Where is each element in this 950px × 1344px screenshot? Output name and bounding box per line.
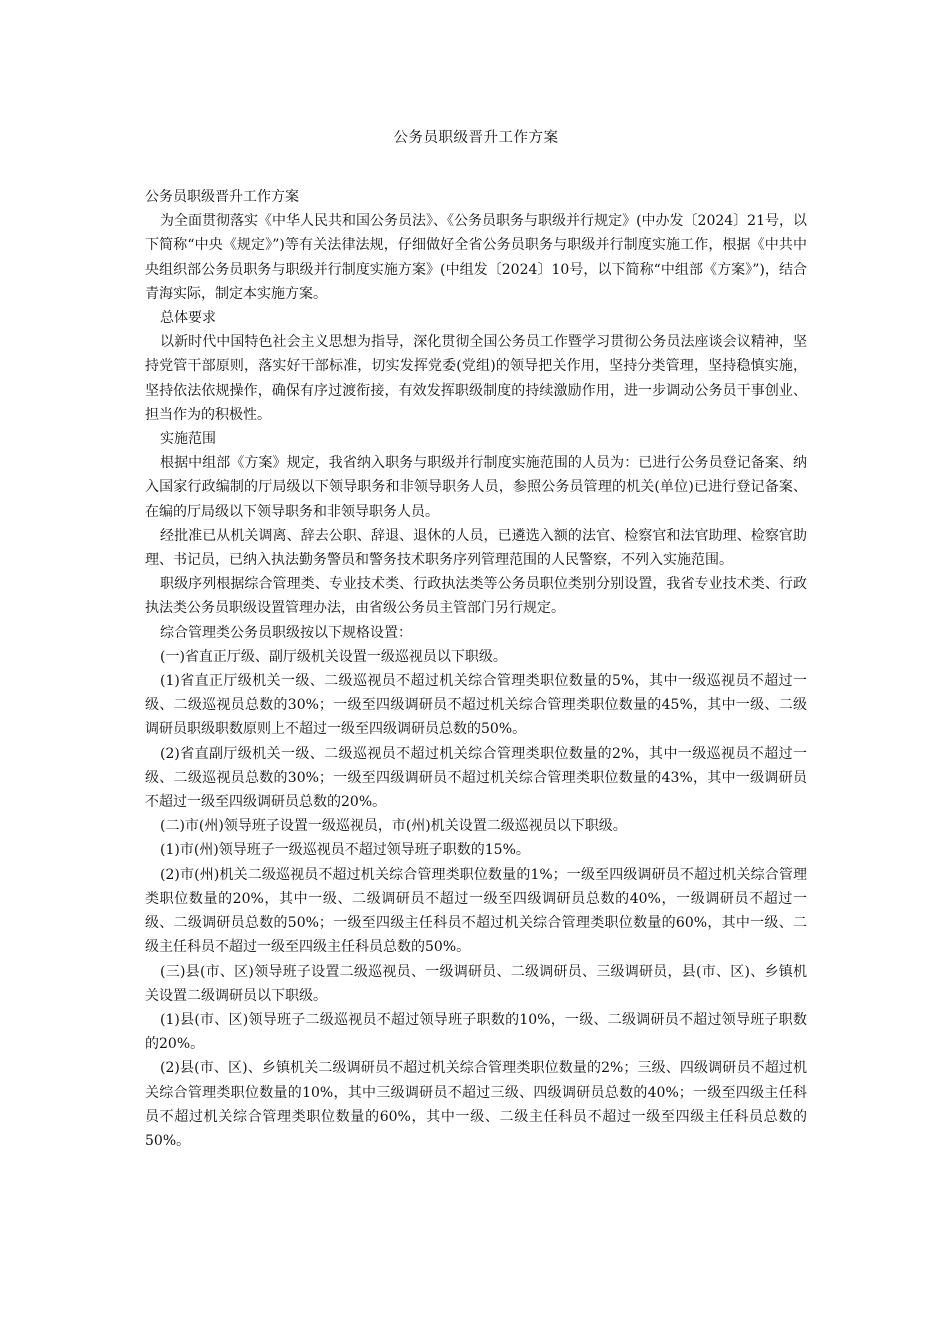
paragraph: (1)省直正厅级机关一级、二级巡视员不超过机关综合管理类职位数量的5%，其中一级巡视员不超过一级、二级巡视员总数的30%；一级至四级调研员不超过机关综合管理类职位数量的45%，其中一级、二级调研员职级职数原则上不超过一级至四级调研员总数的50%。: [145, 673, 807, 738]
document-title: 公务员职级晋升工作方案: [393, 130, 559, 146]
document-subtitle: 公务员职级晋升工作方案: [145, 189, 299, 205]
paragraph: 实施范围: [160, 431, 216, 448]
paragraph: (三)县(市、区)领导班子设置二级巡视员、一级调研员、二级调研员、三级调研员，县(市、区)、乡镇机关设置二级调研员以下职级。: [145, 963, 807, 1004]
paragraph: 以新时代中国特色社会主义思想为指导，深化贯彻全国公务员工作暨学习贯彻公务员法座谈会议精神，坚持党管干部原则，落实好干部标准，切实发挥党委(党组)的领导把关作用，坚持分类管理，坚持稳慎实施，坚持依法依规操作，确保有序过渡衔接，有效发挥职级制度的持续激励作用，进一步调动公务员干事创业、担当作为的积极性。: [145, 334, 807, 423]
paragraph: 职级序列根据综合管理类、专业技术类、行政执法类等公务员职位类别分别设置，我省专业技术类、行政执法类公务员职级设置管理办法，由省级公务员主管部门另行规定。: [145, 576, 807, 617]
paragraph: (二)市(州)领导班子设置一级巡视员，市(州)机关设置二级巡视员以下职级。: [160, 818, 627, 835]
paragraph: 经批准已从机关调离、辞去公职、辞退、退休的人员，已遴选入额的法官、检察官和法官助理、检察官助理、书记员，已纳入执法勤务警员和警务技术职务序列管理范围的人民警察，不列入实施范围。: [145, 527, 807, 569]
paragraph: 为全面贯彻落实《中华人民共和国公务员法》、《公务员职务与职级并行规定》(中办发〔2024〕21号，以下简称“中央《规定》”)等有关法律法规，仔细做好全省公务员职务与职级并行制度实施工作，根据《中共中央组织部公务员职务与职级并行制度实施方案》(中组发〔2024〕10号，以下简称“中组部《方案》”)，结合青海实际，制定本实施方案。: [145, 213, 807, 302]
document-body: [145, 185, 807, 1153]
paragraph: (一)省直正厅级、副厅级机关设置一级巡视员以下职级。: [160, 648, 507, 665]
paragraph: 综合管理类公务员职级按以下规格设置：: [160, 624, 412, 641]
paragraph: 总体要求: [160, 310, 216, 327]
paragraph: (2)省直副厅级机关一级、二级巡视员不超过机关综合管理类职位数量的2%，其中一级巡视员不超过一级、二级巡视员总数的30%；一级至四级调研员不超过机关综合管理类职位数量的43%，其中一级调研员不超过一级至四级调研员总数的20%。: [145, 745, 807, 811]
paragraph: 根据中组部《方案》规定，我省纳入职务与职级并行制度实施范围的人员为：已进行公务员登记备案、纳入国家行政编制的厅局级以下领导职务和非领导职务人员，参照公务员管理的机关(单位)已进行登记备案、在编的厅局级以下领导职务和非领导职务人员。: [145, 455, 807, 520]
paragraph: (1)县(市、区)领导班子二级巡视员不超过领导班子职数的10%，一级、二级调研员不超过领导班子职数的20%。: [145, 1011, 807, 1053]
paragraph: (2)县(市、区)、乡镇机关二级调研员不超过机关综合管理类职位数量的2%；三级、四级调研员不超过机关综合管理类职位数量的10%，其中三级调研员不超过三级、四级调研员总数的40%；一级至四级主任科员不超过机关综合管理类职位数量的60%，其中一级、二级主任科员不超过一级至四级主任科员总数的50%。: [145, 1060, 807, 1149]
document-page: [145, 0, 807, 1153]
paragraph: (2)市(州)机关二级巡视员不超过机关综合管理类职位数量的1%；一级至四级调研员不超过机关综合管理类职位数量的20%，其中一级、二级调研员不超过一级至四级调研员总数的40%，一级调研员不超过一级、二级调研员总数的50%；一级至四级主任科员不超过机关综合管理类职位数量的60%，其中一级、二级主任科员不超过一级至四级主任科员总数的50%。: [145, 866, 807, 956]
paragraph: (1)市(州)领导班子一级巡视员不超过领导班子职数的15%。: [160, 842, 530, 859]
